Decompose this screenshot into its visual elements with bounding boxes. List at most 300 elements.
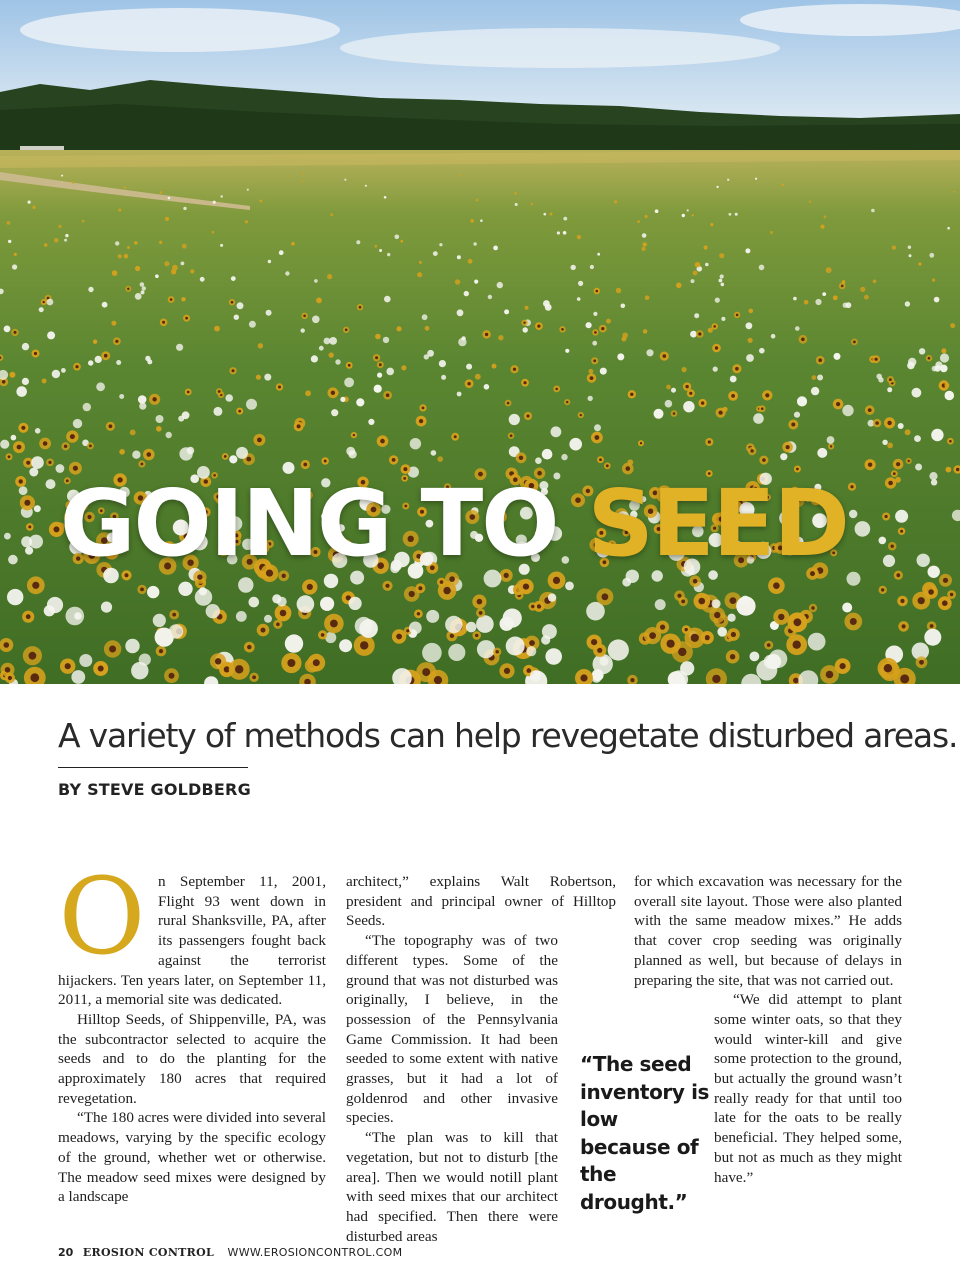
white-flower <box>221 195 223 197</box>
white-flower <box>266 310 272 316</box>
yellow-flower <box>375 334 381 340</box>
white-flower <box>755 178 757 180</box>
flower-center <box>434 676 442 684</box>
flower-center <box>224 455 227 458</box>
white-flower <box>712 599 721 608</box>
flower-center <box>238 410 241 413</box>
white-flower <box>344 378 354 388</box>
flower-center <box>115 340 118 343</box>
yellow-flower <box>437 456 443 462</box>
white-flower <box>592 341 597 346</box>
white-flower <box>66 607 85 626</box>
page-footer <box>58 1246 402 1259</box>
white-flower <box>608 639 629 660</box>
flower-center <box>691 634 699 642</box>
white-flower <box>794 412 800 418</box>
flower-center <box>553 577 560 584</box>
white-flower <box>168 197 171 200</box>
yellow-flower <box>887 443 893 449</box>
yellow-flower <box>119 449 125 455</box>
yellow-flower <box>606 319 611 324</box>
white-flower <box>655 599 666 610</box>
flower-center <box>159 649 163 653</box>
yellow-flower <box>722 407 727 412</box>
flower-center <box>693 579 698 584</box>
flower-center <box>287 659 295 667</box>
white-flower <box>917 554 930 567</box>
drop-cap: O <box>58 855 146 978</box>
flower-center <box>778 614 784 620</box>
white-flower <box>19 486 28 495</box>
white-flower <box>147 586 159 598</box>
white-flower <box>721 317 725 321</box>
flower-center <box>942 600 948 606</box>
yellow-flower <box>42 379 47 384</box>
white-flower <box>746 354 754 362</box>
paragraph: n September 11, 2001, Flight 93 went down in rural Shanksville, PA, after its passengers fought back against the terrorist hijackers. Ten years later, on September 11, 2011, a memorial site was dedicated. <box>58 873 326 1009</box>
flower-center <box>43 441 48 446</box>
white-flower <box>497 282 503 288</box>
white-flower <box>797 396 807 406</box>
white-flower <box>8 240 11 243</box>
white-flower <box>477 640 495 658</box>
flower-center <box>231 301 234 304</box>
flower-center <box>681 600 685 604</box>
yellow-flower <box>826 267 832 273</box>
flower-center <box>449 576 455 582</box>
yellow-flower <box>190 269 194 273</box>
flower-center <box>888 481 893 486</box>
flower-center <box>513 368 516 371</box>
flower-center <box>889 378 892 381</box>
yellow-flower <box>164 261 169 266</box>
white-flower <box>919 348 925 354</box>
white-flower <box>578 281 583 286</box>
flower-center <box>791 423 795 427</box>
yellow-flower <box>470 219 474 223</box>
flower-center <box>818 358 822 362</box>
flower-center <box>440 580 444 584</box>
white-flower <box>924 629 941 646</box>
flower-center <box>321 633 325 637</box>
flower-center <box>714 612 720 618</box>
flower-center <box>884 664 892 672</box>
yellow-flower <box>54 238 59 243</box>
yellow-flower <box>118 254 122 258</box>
white-flower <box>887 387 892 392</box>
white-flower <box>183 207 186 210</box>
white-flower <box>8 555 18 565</box>
yellow-flower <box>425 326 430 331</box>
flower-center <box>794 618 802 626</box>
flower-center <box>881 588 884 591</box>
yellow-flower <box>645 295 650 300</box>
white-flower <box>543 213 546 216</box>
white-flower <box>565 582 574 591</box>
flower-center <box>606 464 609 467</box>
white-flower <box>65 234 68 237</box>
white-flower <box>439 243 442 246</box>
flower-center <box>750 449 753 452</box>
white-flower <box>915 464 922 471</box>
flower-center <box>801 338 805 342</box>
white-flower <box>387 253 390 256</box>
white-flower <box>61 368 66 373</box>
flower-center <box>187 391 190 394</box>
yellow-flower <box>93 340 97 344</box>
white-flower <box>88 360 93 365</box>
flower-center <box>902 624 906 628</box>
flower-center <box>2 380 6 384</box>
yellow-flower <box>692 214 694 216</box>
white-flower <box>96 382 105 391</box>
white-flower <box>83 403 91 411</box>
white-flower <box>759 348 765 354</box>
flower-center <box>705 635 710 640</box>
flower-center <box>140 588 144 592</box>
white-flower <box>348 450 356 458</box>
white-flower <box>285 271 289 275</box>
flower-center <box>479 611 483 615</box>
flower-center <box>65 663 71 669</box>
flower-center <box>527 668 532 673</box>
flower-center <box>475 634 478 637</box>
flower-center <box>519 456 523 460</box>
white-flower <box>719 279 723 283</box>
flower-center <box>526 414 529 417</box>
white-flower <box>822 292 826 296</box>
yellow-flower <box>374 245 377 248</box>
byline: BY STEVE GOLDBERG <box>58 780 251 799</box>
white-flower <box>12 264 17 269</box>
white-flower <box>7 589 23 605</box>
white-flower <box>473 242 476 245</box>
flower-center <box>324 460 327 463</box>
flower-center <box>443 587 450 594</box>
yellow-flower <box>160 191 162 193</box>
white-flower <box>655 209 659 213</box>
yellow-flower <box>616 288 621 293</box>
white-flower <box>142 286 146 290</box>
flower-center <box>98 666 104 672</box>
white-flower <box>542 624 557 639</box>
flower-center <box>345 329 348 332</box>
white-flower <box>842 603 852 613</box>
white-flower <box>780 453 787 460</box>
flower-center <box>331 391 335 395</box>
white-flower <box>21 536 32 547</box>
flower-center <box>949 440 952 443</box>
flower-center <box>928 357 931 360</box>
yellow-flower <box>7 221 11 225</box>
white-flower <box>912 388 922 398</box>
white-flower <box>934 297 940 303</box>
white-flower <box>947 227 950 230</box>
white-flower <box>827 436 835 444</box>
white-flower <box>433 251 438 256</box>
yellow-flower <box>749 309 754 314</box>
yellow-flower <box>118 209 121 212</box>
yellow-flower <box>9 372 15 378</box>
paragraph: Hilltop Seeds, of Shippenville, PA, was the subcontractor selected to acquire the seeds and to do the planting for the approximately 180 acres that required revegetation. <box>58 1010 326 1107</box>
white-flower <box>586 322 592 328</box>
flower-center <box>379 363 382 366</box>
flower-center <box>359 306 362 309</box>
flower-center <box>26 461 30 465</box>
white-flower <box>577 297 581 301</box>
yellow-flower <box>944 383 949 388</box>
white-flower <box>0 440 9 449</box>
white-flower <box>654 409 664 419</box>
yellow-flower <box>833 295 838 300</box>
white-flower <box>515 203 518 206</box>
white-flower <box>365 185 367 187</box>
flower-center <box>731 394 735 398</box>
flower-center <box>232 369 235 372</box>
flower-center <box>593 359 596 362</box>
white-flower <box>153 614 166 627</box>
white-flower <box>690 331 697 338</box>
yellow-flower <box>417 272 422 277</box>
flower-center <box>278 386 281 389</box>
flower-center <box>896 573 900 577</box>
white-flower <box>88 287 93 292</box>
white-flower <box>195 588 212 605</box>
flower-center <box>504 668 510 674</box>
page-number: 20 <box>58 1246 74 1259</box>
yellow-flower <box>950 323 955 328</box>
white-flower <box>314 279 318 283</box>
white-flower <box>424 354 429 359</box>
white-flower <box>116 360 121 365</box>
flower-center <box>868 408 872 412</box>
white-flower <box>426 610 439 623</box>
white-flower <box>929 472 937 480</box>
flower-center <box>840 663 846 669</box>
white-flower <box>506 637 525 656</box>
white-flower <box>319 346 324 351</box>
white-flower <box>569 438 582 451</box>
white-flower <box>377 373 382 378</box>
white-flower <box>766 654 781 669</box>
white-flower <box>135 293 142 300</box>
white-flower <box>908 246 911 249</box>
paragraph: “The plan was to kill that vegetation, but not to disturb [the area]. Then we would notill plant with seed mixes that our architect had specified. Then there were disturbed areas <box>346 1129 558 1245</box>
headline <box>60 470 848 577</box>
flower-center <box>380 439 385 444</box>
flower-center <box>375 356 378 359</box>
white-flower <box>793 297 797 301</box>
flower-center <box>850 485 853 488</box>
flower-center <box>836 402 840 406</box>
white-flower <box>277 597 287 607</box>
white-flower <box>842 405 853 416</box>
white-flower <box>374 385 382 393</box>
white-flower <box>247 189 249 191</box>
flower-center <box>422 407 425 410</box>
white-flower <box>713 367 718 372</box>
white-flower <box>237 302 244 309</box>
white-flower <box>687 209 689 211</box>
white-flower <box>457 255 461 259</box>
flower-center <box>561 328 564 331</box>
white-flower <box>594 424 601 431</box>
white-flower <box>340 397 345 402</box>
white-flower <box>156 415 164 423</box>
yellow-flower <box>809 201 811 203</box>
white-flower <box>178 582 192 596</box>
yellow-flower <box>577 235 581 239</box>
white-flower <box>928 566 940 578</box>
white-flower <box>448 644 465 661</box>
white-flower <box>945 391 955 401</box>
white-flower <box>39 307 44 312</box>
flower-center <box>811 606 814 609</box>
flower-center <box>875 358 878 361</box>
flower-center <box>566 401 568 403</box>
flower-center <box>141 463 144 466</box>
white-flower <box>843 303 848 308</box>
white-flower <box>132 451 140 459</box>
white-flower <box>548 593 556 601</box>
flower-center <box>630 678 634 682</box>
white-flower <box>79 654 92 667</box>
white-flower <box>817 375 823 381</box>
yellow-flower <box>256 375 261 380</box>
white-flower <box>715 298 720 303</box>
flower-center <box>510 434 513 437</box>
flower-center <box>601 327 604 330</box>
yellow-flower <box>682 367 687 372</box>
white-flower <box>753 413 764 424</box>
white-flower <box>34 505 41 512</box>
white-flower <box>25 547 33 555</box>
yellow-flower <box>44 243 48 247</box>
white-flower <box>335 359 340 364</box>
yellow-flower <box>666 385 671 390</box>
flower-center <box>32 582 39 589</box>
flower-center <box>406 629 409 632</box>
white-flower <box>940 365 948 373</box>
white-flower <box>200 277 205 282</box>
flower-center <box>218 390 221 393</box>
white-flower <box>383 337 389 343</box>
white-flower <box>166 432 172 438</box>
yellow-flower <box>918 262 921 265</box>
column-1 <box>58 855 326 1207</box>
white-flower <box>155 274 159 278</box>
flower-center <box>735 367 739 371</box>
flower-center <box>303 315 306 318</box>
flower-center <box>580 674 587 681</box>
white-flower <box>909 254 912 257</box>
white-flower <box>565 349 569 353</box>
white-flower <box>125 639 139 653</box>
white-flower <box>509 414 520 425</box>
flower-center <box>730 597 737 604</box>
flower-center <box>348 364 351 367</box>
yellow-flower <box>676 283 682 289</box>
white-flower <box>225 394 233 402</box>
flower-center <box>930 624 934 628</box>
flower-center <box>918 597 925 604</box>
white-flower <box>331 409 338 416</box>
flower-center <box>17 445 22 450</box>
flower-center <box>127 288 129 290</box>
white-flower <box>264 374 271 381</box>
flower-center <box>893 472 896 475</box>
yellow-flower <box>396 326 401 331</box>
white-flower <box>279 250 284 255</box>
white-flower <box>231 276 236 281</box>
yellow-flower <box>316 298 322 304</box>
flower-center <box>330 620 338 628</box>
white-flower <box>855 521 871 537</box>
white-flower <box>11 435 17 441</box>
flower-center <box>24 500 30 506</box>
white-flower <box>551 426 562 437</box>
white-flower <box>356 240 360 244</box>
flower-center <box>594 331 597 334</box>
yellow-flower <box>860 287 865 292</box>
flower-center <box>303 463 307 467</box>
flower-center <box>152 397 156 401</box>
white-flower <box>384 296 391 303</box>
yellow-flower <box>59 225 62 228</box>
flower-center <box>523 322 525 324</box>
flower-center <box>70 434 75 439</box>
yellow-flower <box>708 328 713 333</box>
white-flower <box>849 510 857 518</box>
flower-center <box>422 668 430 676</box>
flower-center <box>673 412 676 415</box>
white-flower <box>115 241 119 245</box>
white-flower <box>176 344 183 351</box>
flower-center <box>537 325 540 328</box>
white-flower <box>504 309 509 314</box>
white-flower <box>665 400 673 408</box>
white-flower <box>178 416 184 422</box>
white-flower <box>52 370 60 378</box>
flower-center <box>660 625 665 630</box>
white-flower <box>71 670 85 684</box>
yellow-flower <box>182 244 187 249</box>
white-flower <box>908 358 916 366</box>
flower-center <box>29 652 37 660</box>
white-flower <box>181 262 185 266</box>
flower-center <box>830 445 832 447</box>
white-flower <box>386 368 394 376</box>
flower-center <box>595 435 600 440</box>
white-flower <box>811 387 819 395</box>
flower-center <box>531 605 534 608</box>
flower-center <box>900 530 903 533</box>
flower-center <box>385 584 389 588</box>
flower-center <box>956 468 959 471</box>
white-flower <box>464 291 469 296</box>
deck-subtitle: A variety of methods can help revegetate disturbed areas. <box>58 716 958 755</box>
white-flower <box>169 624 183 638</box>
flower-center <box>477 599 483 605</box>
white-flower <box>720 274 724 278</box>
white-flower <box>31 456 44 469</box>
white-flower <box>102 302 108 308</box>
flower-center <box>418 586 422 590</box>
yellow-flower <box>748 338 753 343</box>
magazine-url[interactable]: WWW.EROSIONCONTROL.COM <box>227 1246 403 1259</box>
yellow-flower <box>824 215 827 218</box>
white-flower <box>746 322 753 329</box>
